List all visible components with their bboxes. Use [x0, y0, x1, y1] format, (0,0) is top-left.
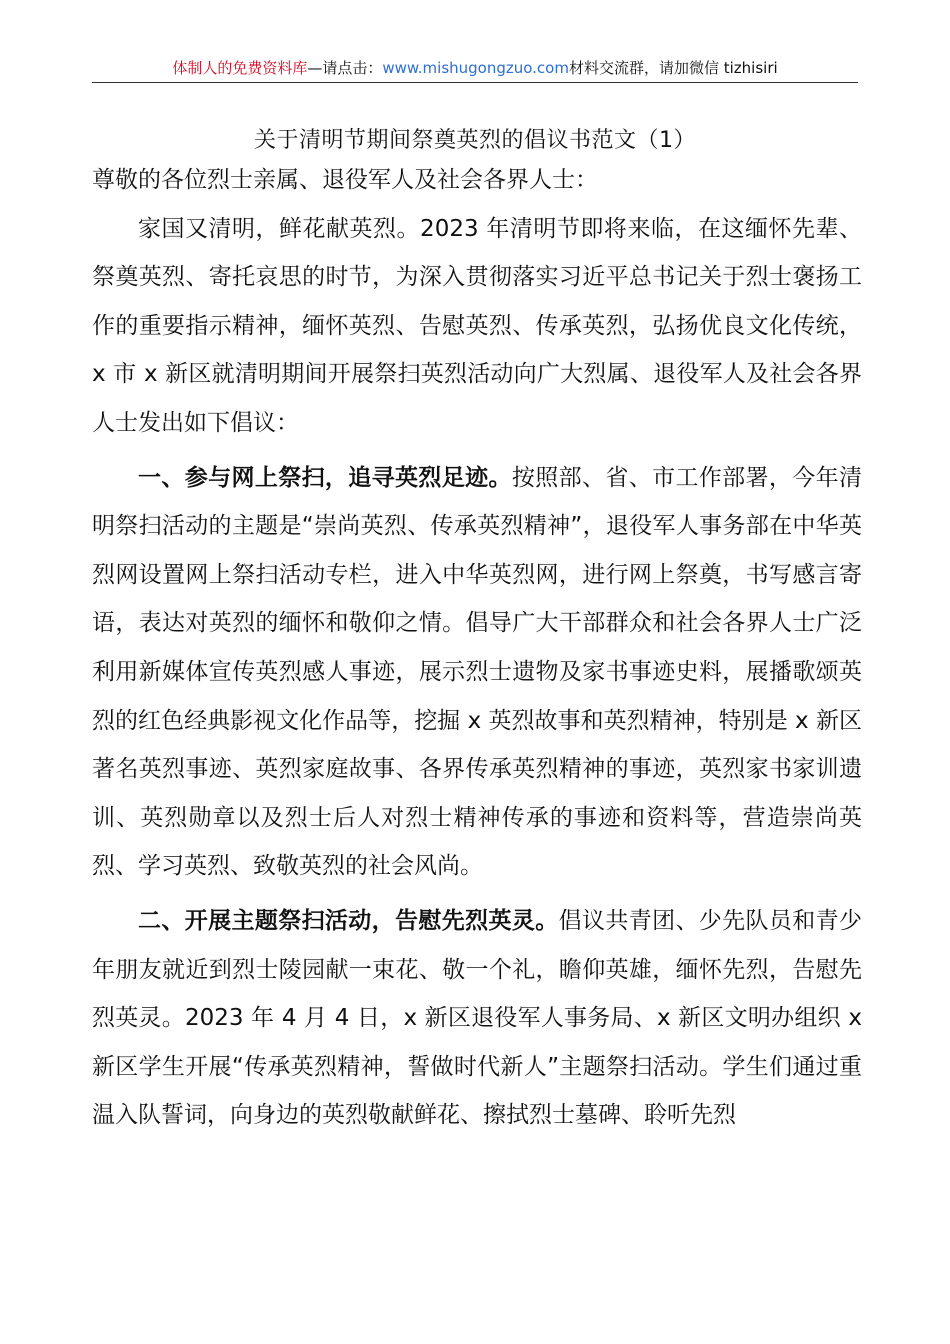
header-link[interactable]: www.mishugongzuo.com — [382, 59, 569, 77]
intro-paragraph: 家国又清明，鲜花献英烈。2023 年清明节即将来临，在这缅怀先辈、祭奠英烈、寄托哀思的时节，为深入贯彻落实习近平总书记关于烈士褒扬工作的重要指示精神，缅怀英烈、告慰英烈、传承英烈，弘扬优良文化传统，x 市 x 新区就清明期间开展祭扫英烈活动向广大烈属、退役军人及社会各界人士发出如下倡议： — [92, 215, 862, 436]
header-tail: 材料交流群，请加微信 tizhisiri — [568, 59, 778, 77]
section-1-paragraph — [92, 454, 862, 891]
document-body — [92, 156, 862, 1140]
header-brand: 体制人的免费资料库 — [172, 59, 308, 77]
salutation: 尊敬的各位烈士亲属、退役军人及社会各界人士： — [92, 167, 598, 193]
section-2-paragraph — [92, 897, 862, 1140]
section-2-body: 倡议共青团、少先队员和青少年朋友就近到烈士陵园献一束花、敬一个礼，瞻仰英雄，缅怀先烈，告慰先烈英灵。2023 年 4 月 4 日，x 新区退役军人事务局、x 新区文明办组织 x 新区学生开展“传承英烈精神，誓做时代新人”主题祭扫活动。学生们通过重温入队誓词，向身边的英烈敬献鲜花、擦拭烈士墓碑、聆听先烈 — [92, 907, 863, 1129]
document-title: 关于清明节期间祭奠英烈的倡议书范文（1） — [254, 128, 696, 153]
section-1-heading: 一、参与网上祭扫，追寻英烈足迹。 — [138, 464, 512, 491]
section-1-body: 按照部、省、市工作部署，今年清明祭扫活动的主题是“崇尚英烈、传承英烈精神”，退役军人事务部在中华英烈网设置网上祭扫活动专栏，进入中华英烈网，进行网上祭奠，书写感言寄语，表达对英烈的缅怀和敬仰之情。倡导广大干部群众和社会各界人士广泛利用新媒体宣传英烈感人事迹，展示烈士遗物及家书事迹史料，展播歌颂英烈的红色经典影视文化作品等，挖掘 x 英烈故事和英烈精神，特别是 x 新区著名英烈事迹、英烈家庭故事、各界传承英烈精神的事迹，英烈家书家训遗训、英烈勋章以及烈士后人对烈士精神传承的事迹和资料等，营造崇尚英烈、学习英烈、致敬英烈的社会风尚。 — [92, 464, 863, 880]
page-header — [92, 58, 858, 83]
section-2-heading: 二、开展主题祭扫活动，告慰先烈英灵。 — [138, 907, 559, 934]
header-hint: —请点击： — [307, 59, 383, 77]
